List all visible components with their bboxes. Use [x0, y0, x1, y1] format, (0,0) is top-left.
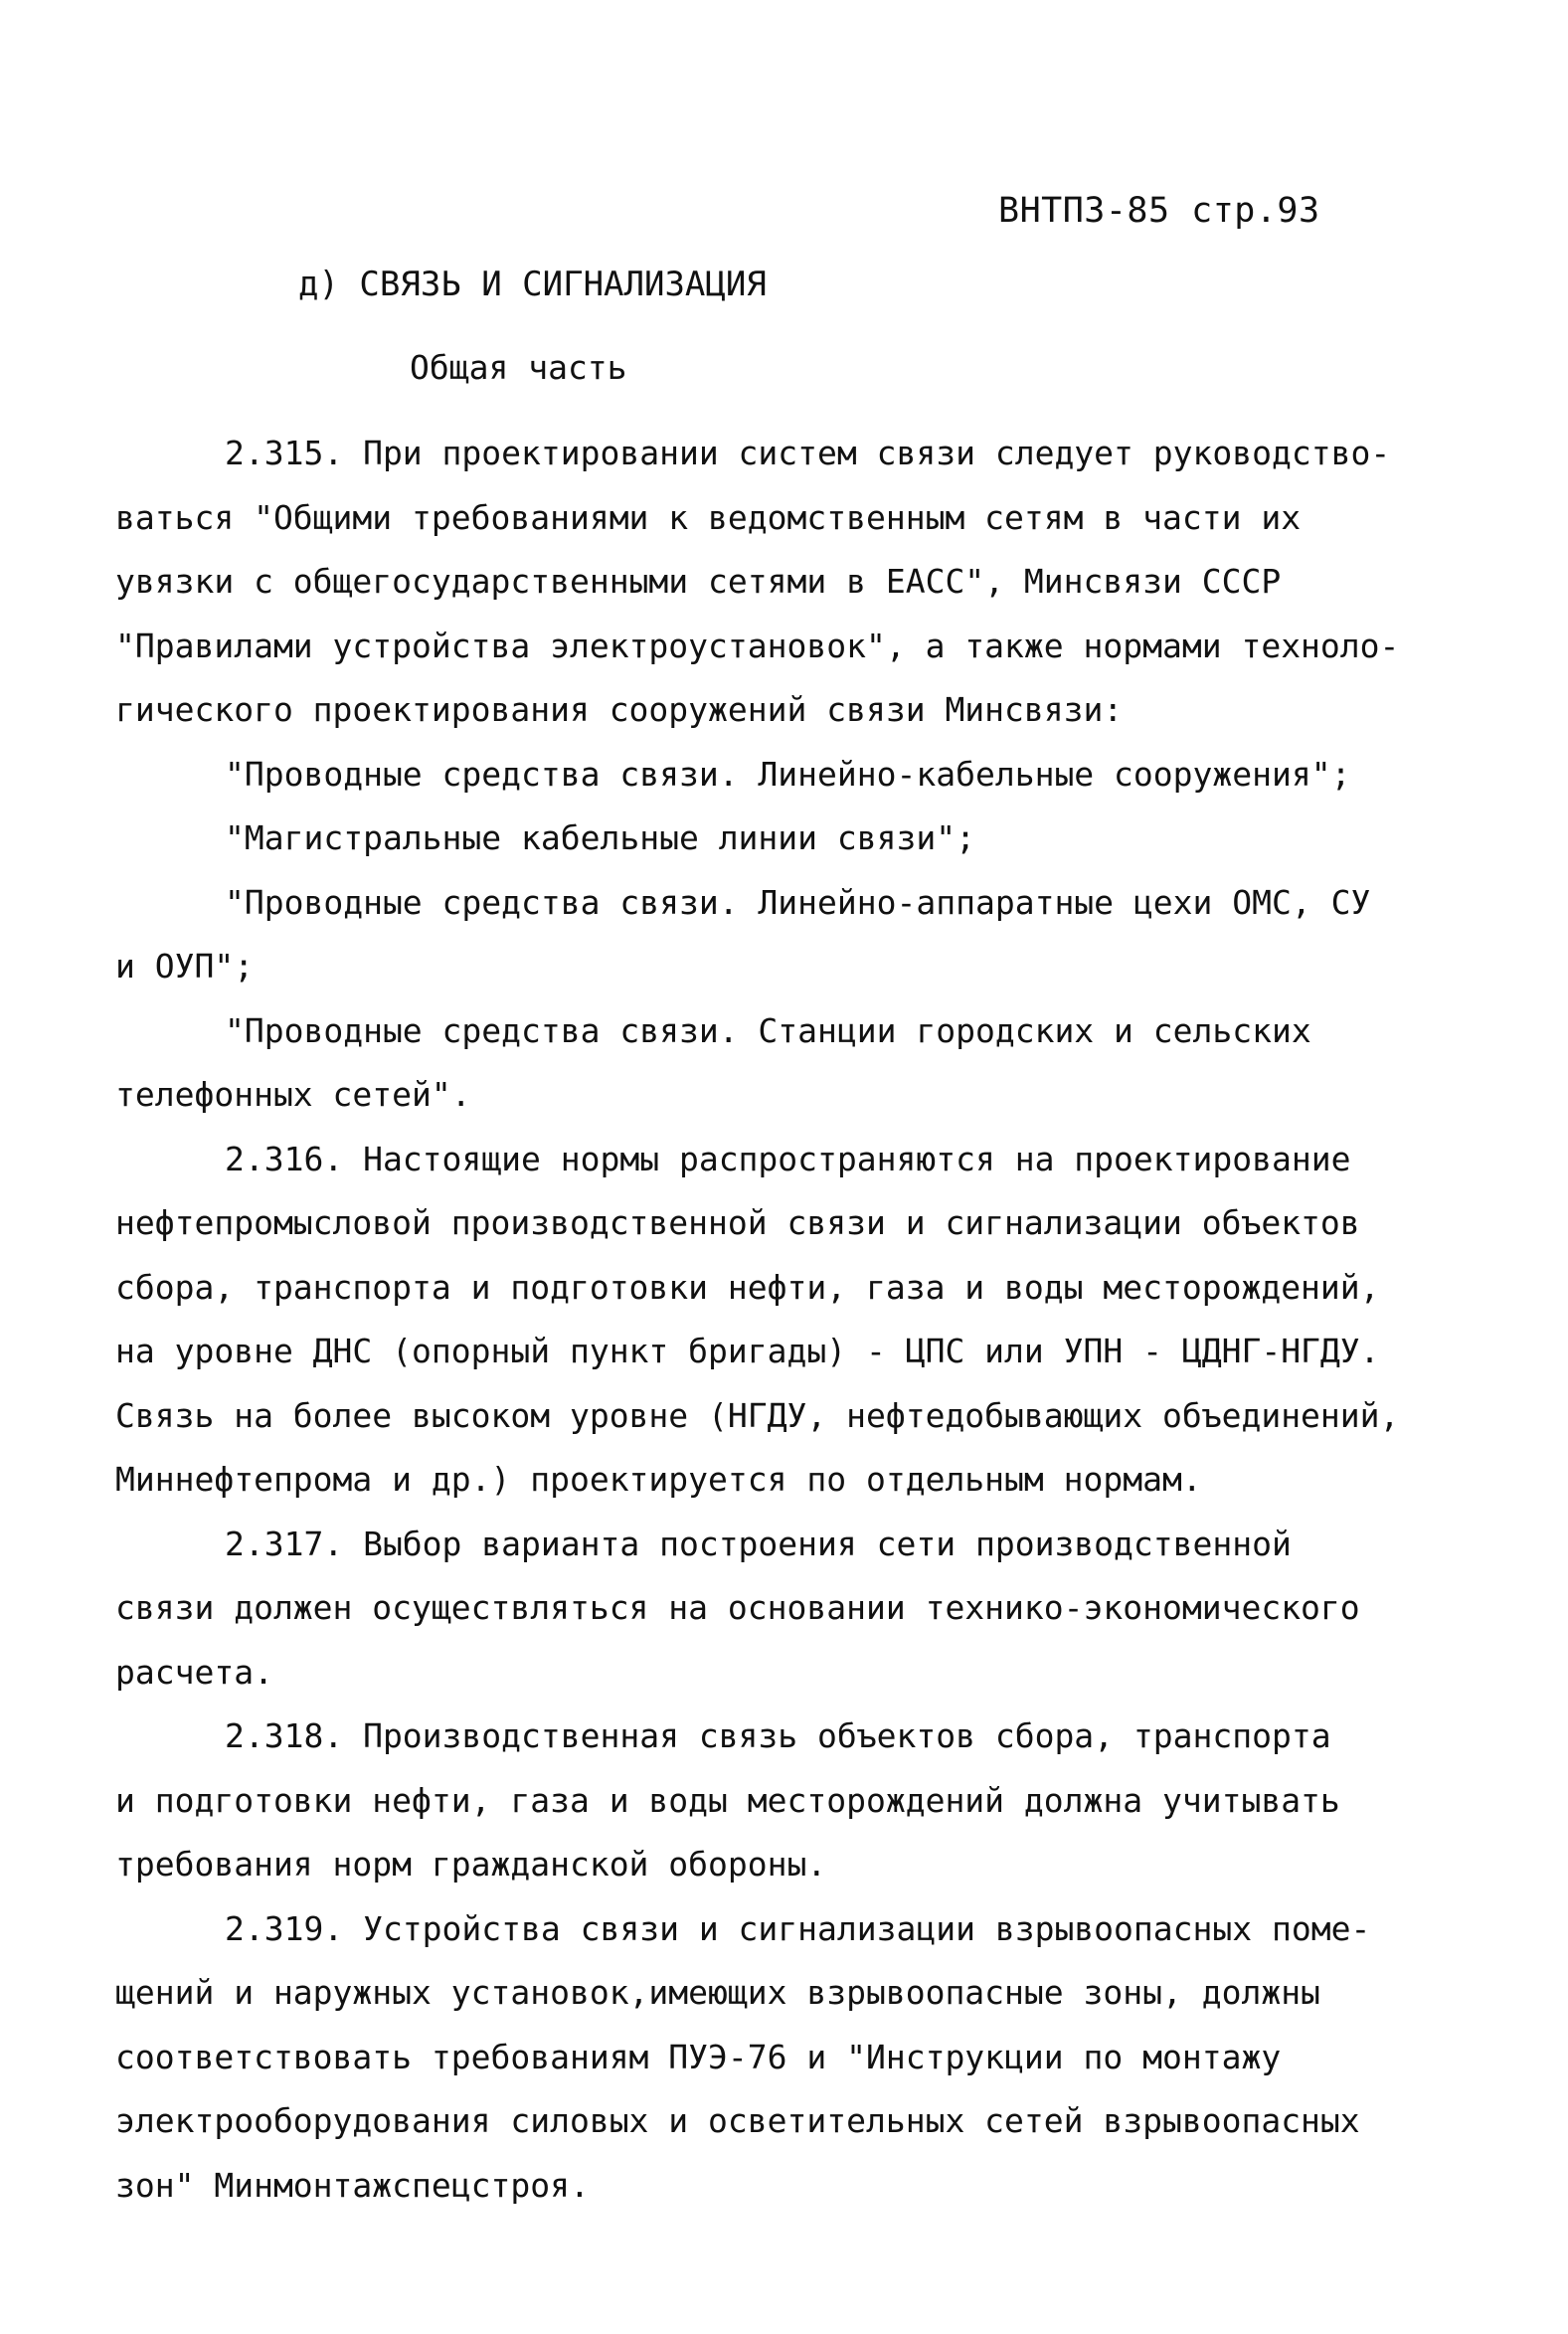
text-line: электрооборудования силовых и осветительных сетей взрывоопасных [115, 2101, 1360, 2140]
text-line: "Правилами устройства электроустановок", а также нормами техноло- [115, 626, 1400, 665]
text-line: "Проводные средства связи. Станции городских и сельских [225, 1010, 1311, 1050]
text-line: "Магистральные кабельные линии связи"; [225, 818, 975, 857]
text-line: 2.317. Выбор варианта построения сети производственной [225, 1524, 1292, 1563]
document-reference: ВНТП3-85 стр.93 [998, 191, 1320, 231]
text-line: сбора, транспорта и подготовки нефти, газа и воды месторождений, [115, 1267, 1380, 1307]
text-line: соответствовать требованиям ПУЭ-76 и "Инструкции по монтажу [115, 2037, 1282, 2076]
text-line: "Проводные средства связи. Линейно-аппаратные цехи ОМС, СУ [225, 882, 1371, 922]
text-line: 2.318. Производственная связь объектов сбора, транспорта [225, 1716, 1331, 1755]
text-line: увязки с общегосударственными сетями в ЕАСС", Минсвязи СССР [115, 562, 1282, 601]
text-line: ваться "Общими требованиями к ведомственным сетям в части их [115, 497, 1302, 537]
text-line: и подготовки нефти, газа и воды месторождений должна учитывать [115, 1780, 1340, 1820]
text-line: и ОУП"; [115, 947, 255, 986]
text-line: расчета. [115, 1652, 273, 1692]
text-line: нефтепромысловой производственной связи и сигнализации объектов [115, 1203, 1360, 1242]
text-line: требования норм гражданской обороны. [115, 1845, 827, 1884]
body-text [115, 422, 1400, 2218]
text-line: 2.319. Устройства связи и сигнализации взрывоопасных поме- [225, 1908, 1371, 1948]
text-line: Миннефтепрома и др.) проектируется по отдельным нормам. [115, 1460, 1202, 1499]
text-line: щений и наружных установок,имеющих взрывоопасные зоны, должны [115, 1973, 1320, 2012]
text-line: зон" Минмонтажспецстроя. [115, 2165, 590, 2205]
section-subtitle: Общая часть [410, 348, 627, 387]
text-line: 2.316. Настоящие нормы распространяются на проектирование [225, 1139, 1351, 1178]
text-line: "Проводные средства связи. Линейно-кабельные сооружения"; [225, 754, 1351, 794]
text-line: Связь на более высоком уровне (НГДУ, нефтедобывающих объединений, [115, 1395, 1400, 1435]
text-line: телефонных сетей". [115, 1075, 471, 1114]
text-line: 2.315. При проектировании систем связи следует руководство- [225, 434, 1391, 472]
section-title: д) СВЯЗЬ И СИГНАЛИЗАЦИЯ [298, 265, 767, 304]
text-line: гического проектирования сооружений связи Минсвязи: [115, 690, 1124, 729]
text-line: на уровне ДНС (опорный пункт бригады) - ЦПС или УПН - ЦДНГ-НГДУ. [115, 1332, 1380, 1370]
text-line: связи должен осуществляться на основании технико-экономического [115, 1588, 1360, 1627]
